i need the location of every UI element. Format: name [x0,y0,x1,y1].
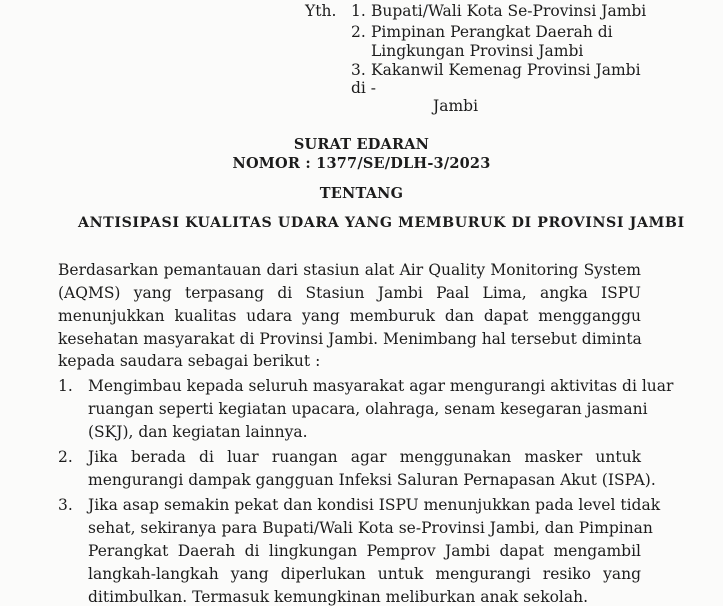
intro-line: (AQMS) yang terpasang di Stasiun Jambi Paal Lima, angka ISPU [58,284,641,302]
addressee-item-number: 1. [351,2,366,20]
addressee-prefix: Yth. [305,2,337,20]
point-line: Perangkat Daerah di lingkungan Pemprov Jambi dapat mengambil [88,542,641,560]
addressee-item-text: Pimpinan Perangkat Daerah di [371,23,613,41]
point-line: ruangan seperti kegiatan upacara, olahraga, senam kesegaran jasmani [88,400,648,418]
addressee-item-2 [351,22,613,43]
addressee-item-text: Kakanwil Kemenag Provinsi Jambi [371,61,641,79]
addressee-item-2-continued [371,41,583,62]
point-number: 2. [58,448,73,466]
point-line: Mengimbau kepada seluruh masyarakat agar mengurangi aktivitas di luar [88,377,674,395]
letter-number: NOMOR : 1377/SE/DLH-3/2023 [232,155,491,172]
intro-line: kepada saudara sebagai berikut : [58,352,321,370]
letter-type: SURAT EDARAN [293,136,430,153]
letter-subject: ANTISIPASI KUALITAS UDARA YANG MEMBURUK DI PROVINSI JAMBI [78,215,685,231]
point-line: (SKJ), dan kegiatan lainnya. [88,423,308,441]
point-number: 3. [58,496,73,514]
point-line: ditimbulkan. Termasuk kemungkinan meliburkan anak sekolah. [88,588,589,606]
point-line: langkah-langkah yang diperlukan untuk mengurangi resiko yang [88,565,641,583]
addressee-di: di - [351,79,377,97]
addressee-item-1 [351,1,646,22]
addressee-item-text: Bupati/Wali Kota Se-Provinsi Jambi [371,2,647,20]
point-line: Jika asap semakin pekat dan kondisi ISPU menunjukkan pada level tidak [88,496,661,514]
intro-line: kesehatan masyarakat di Provinsi Jambi. Menimbang hal tersebut diminta [58,330,642,348]
point-number: 1. [58,377,73,395]
addressee-item-text: Lingkungan Provinsi Jambi [371,42,584,60]
addressee-item-number: 2. [351,23,366,41]
addressee-item-3 [351,60,641,81]
addressee-city: Jambi [433,97,479,115]
point-line: Jika berada di luar ruangan agar menggunakan masker untuk [88,448,641,466]
addressee-item-number: 3. [351,61,366,79]
intro-line: menunjukkan kualitas udara yang memburuk dan dapat mengganggu [58,307,641,325]
letter-about-label: TENTANG [319,185,404,202]
intro-line: Berdasarkan pemantauan dari stasiun alat Air Quality Monitoring System [58,261,641,279]
point-line: sehat, sekiranya para Bupati/Wali Kota se-Provinsi Jambi, dan Pimpinan [88,519,653,537]
point-line: mengurangi dampak gangguan Infeksi Saluran Pernapasan Akut (ISPA). [88,471,656,489]
